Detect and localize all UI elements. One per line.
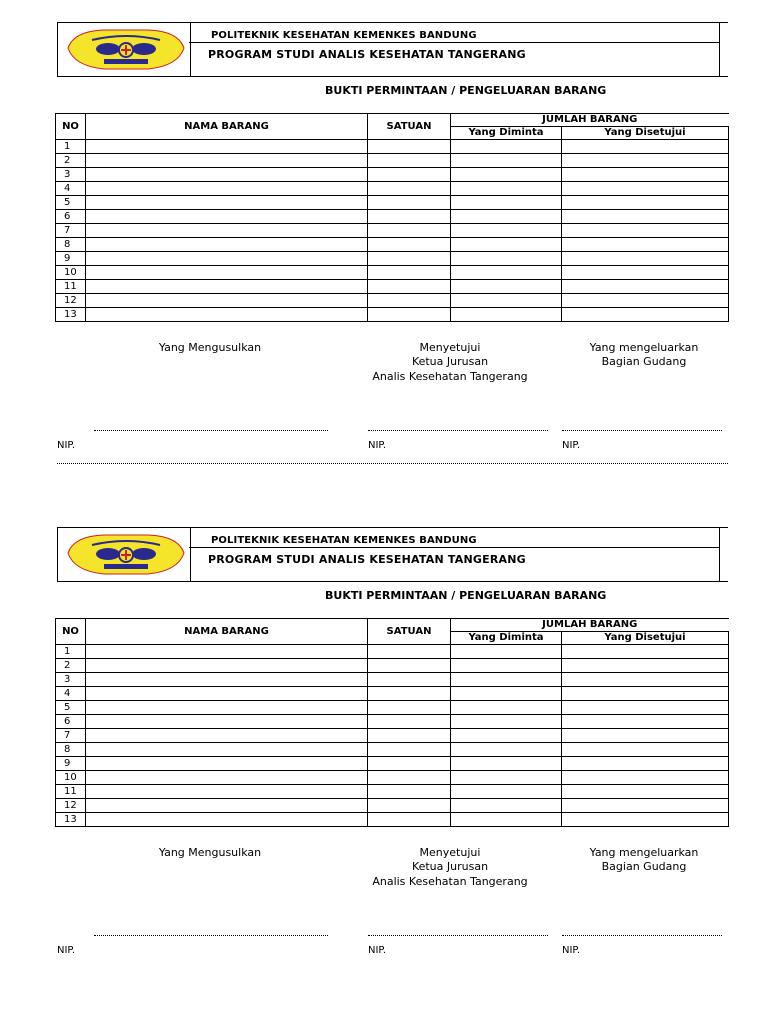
sig-line-left xyxy=(94,935,328,937)
row-cell-dim xyxy=(451,785,562,799)
row-number: 6 xyxy=(56,715,86,729)
table-row xyxy=(56,771,729,785)
row-number: 4 xyxy=(56,687,86,701)
row-cell-dis xyxy=(562,743,729,757)
row-cell-dis xyxy=(562,757,729,771)
row-cell-dis xyxy=(562,771,729,785)
row-cell-nama xyxy=(86,210,368,224)
row-cell-sat xyxy=(368,266,451,280)
row-cell-sat xyxy=(368,210,451,224)
header-yang-disetujui: Yang Disetujui xyxy=(562,127,729,140)
nip-left: NIP. xyxy=(57,440,76,451)
header-satuan: SATUAN xyxy=(368,114,451,140)
sig-right-label-1: Yang mengeluarkan xyxy=(589,846,699,859)
row-number: 1 xyxy=(56,140,86,154)
row-cell-dim xyxy=(451,238,562,252)
row-cell-dis xyxy=(562,238,729,252)
table-row xyxy=(56,210,729,224)
table-row xyxy=(56,266,729,280)
row-cell-sat xyxy=(368,743,451,757)
row-cell-dim xyxy=(451,196,562,210)
header-satuan: SATUAN xyxy=(368,619,451,645)
row-cell-nama xyxy=(86,673,368,687)
row-number: 7 xyxy=(56,729,86,743)
row-number: 3 xyxy=(56,168,86,182)
row-cell-sat xyxy=(368,687,451,701)
row-cell-nama xyxy=(86,785,368,799)
row-cell-nama xyxy=(86,659,368,673)
sig-line-right xyxy=(562,430,722,432)
row-cell-nama xyxy=(86,729,368,743)
row-number: 13 xyxy=(56,813,86,827)
logo-cell xyxy=(60,528,191,581)
row-cell-nama xyxy=(86,224,368,238)
table-row xyxy=(56,715,729,729)
row-cell-dis xyxy=(562,154,729,168)
row-cell-sat xyxy=(368,799,451,813)
table-row xyxy=(56,280,729,294)
header-yang-disetujui: Yang Disetujui xyxy=(562,632,729,645)
row-cell-nama xyxy=(86,715,368,729)
row-cell-dim xyxy=(451,154,562,168)
table-row xyxy=(56,743,729,757)
row-number: 4 xyxy=(56,182,86,196)
row-cell-sat xyxy=(368,757,451,771)
row-number: 8 xyxy=(56,743,86,757)
row-cell-nama xyxy=(86,140,368,154)
row-cell-nama xyxy=(86,154,368,168)
header-yang-diminta: Yang Diminta xyxy=(451,127,562,140)
row-number: 9 xyxy=(56,757,86,771)
row-cell-dim xyxy=(451,701,562,715)
row-cell-nama xyxy=(86,266,368,280)
header-box xyxy=(57,22,728,77)
table-row xyxy=(56,757,729,771)
row-cell-sat xyxy=(368,771,451,785)
row-cell-sat xyxy=(368,140,451,154)
table-row xyxy=(56,294,729,308)
row-number: 1 xyxy=(56,645,86,659)
row-number: 6 xyxy=(56,210,86,224)
nip-right: NIP. xyxy=(562,945,581,956)
row-cell-dim xyxy=(451,673,562,687)
row-cell-dim xyxy=(451,294,562,308)
row-cell-nama xyxy=(86,308,368,322)
row-cell-dim xyxy=(451,210,562,224)
table-row xyxy=(56,196,729,210)
row-cell-nama xyxy=(86,743,368,757)
form-1 xyxy=(0,0,768,500)
header-jumlah-barang: JUMLAH BARANG xyxy=(451,619,729,632)
sig-line-middle xyxy=(368,430,548,432)
row-cell-nama xyxy=(86,813,368,827)
row-cell-dis xyxy=(562,673,729,687)
row-cell-nama xyxy=(86,252,368,266)
row-cell-dim xyxy=(451,308,562,322)
row-cell-dis xyxy=(562,659,729,673)
table-row xyxy=(56,238,729,252)
sig-right-label-2: Bagian Gudang xyxy=(601,860,687,873)
row-cell-dis xyxy=(562,294,729,308)
row-cell-dis xyxy=(562,196,729,210)
row-number: 10 xyxy=(56,266,86,280)
row-cell-dis xyxy=(562,785,729,799)
row-cell-sat xyxy=(368,673,451,687)
row-number: 8 xyxy=(56,238,86,252)
row-number: 12 xyxy=(56,294,86,308)
logo-cell xyxy=(60,23,191,76)
row-cell-dis xyxy=(562,813,729,827)
row-cell-dim xyxy=(451,280,562,294)
table-row xyxy=(56,729,729,743)
row-cell-nama xyxy=(86,771,368,785)
header-no: NO xyxy=(56,619,86,645)
table-row xyxy=(56,813,729,827)
row-cell-dim xyxy=(451,799,562,813)
row-cell-dim xyxy=(451,771,562,785)
sig-left-label: Yang Mengusulkan xyxy=(158,341,262,354)
row-number: 2 xyxy=(56,154,86,168)
sig-line-left xyxy=(94,430,328,432)
row-cell-sat xyxy=(368,294,451,308)
nip-middle: NIP. xyxy=(368,945,387,956)
items-table xyxy=(55,113,729,322)
row-cell-dis xyxy=(562,729,729,743)
row-cell-dis xyxy=(562,266,729,280)
row-cell-dim xyxy=(451,645,562,659)
row-cell-dis xyxy=(562,799,729,813)
table-row xyxy=(56,645,729,659)
row-cell-dis xyxy=(562,252,729,266)
row-number: 13 xyxy=(56,308,86,322)
row-cell-sat xyxy=(368,252,451,266)
table-row xyxy=(56,785,729,799)
row-cell-sat xyxy=(368,238,451,252)
row-cell-dis xyxy=(562,140,729,154)
row-cell-dim xyxy=(451,687,562,701)
institution-logo-icon xyxy=(64,531,188,578)
program-name: PROGRAM STUDI ANALIS KESEHATAN TANGERANG xyxy=(208,553,526,566)
form-2 xyxy=(0,505,768,1005)
header-jumlah-barang: JUMLAH BARANG xyxy=(451,114,729,127)
institution-logo-icon xyxy=(64,26,188,73)
table-row xyxy=(56,659,729,673)
row-cell-dim xyxy=(451,743,562,757)
table-row xyxy=(56,252,729,266)
row-number: 7 xyxy=(56,224,86,238)
items-table xyxy=(55,618,729,827)
table-row xyxy=(56,154,729,168)
row-cell-nama xyxy=(86,701,368,715)
row-cell-sat xyxy=(368,168,451,182)
form-title: BUKTI PERMINTAAN / PENGELUARAN BARANG xyxy=(325,589,607,602)
row-cell-sat xyxy=(368,182,451,196)
row-cell-sat xyxy=(368,813,451,827)
row-cell-nama xyxy=(86,168,368,182)
institution-name: POLITEKNIK KESEHATAN KEMENKES BANDUNG xyxy=(211,535,477,546)
sig-middle-label-3: Analis Kesehatan Tangerang xyxy=(372,370,528,383)
row-cell-nama xyxy=(86,182,368,196)
sig-middle-label-2: Ketua Jurusan xyxy=(411,860,489,873)
row-number: 11 xyxy=(56,280,86,294)
program-name: PROGRAM STUDI ANALIS KESEHATAN TANGERANG xyxy=(208,48,526,61)
table-row xyxy=(56,687,729,701)
header-yang-diminta: Yang Diminta xyxy=(451,632,562,645)
row-cell-dis xyxy=(562,645,729,659)
row-number: 2 xyxy=(56,659,86,673)
nip-right: NIP. xyxy=(562,440,581,451)
sig-right-label-2: Bagian Gudang xyxy=(601,355,687,368)
row-cell-sat xyxy=(368,308,451,322)
row-cell-dim xyxy=(451,813,562,827)
row-number: 9 xyxy=(56,252,86,266)
row-cell-dim xyxy=(451,252,562,266)
row-cell-nama xyxy=(86,757,368,771)
row-number: 3 xyxy=(56,673,86,687)
row-cell-dim xyxy=(451,729,562,743)
sig-left-label: Yang Mengusulkan xyxy=(158,846,262,859)
sig-right-label-1: Yang mengeluarkan xyxy=(589,341,699,354)
nip-left: NIP. xyxy=(57,945,76,956)
table-row xyxy=(56,673,729,687)
row-cell-sat xyxy=(368,196,451,210)
row-number: 10 xyxy=(56,771,86,785)
sig-middle-label-1: Menyetujui xyxy=(419,341,481,354)
row-cell-sat xyxy=(368,280,451,294)
row-cell-dis xyxy=(562,687,729,701)
row-cell-dis xyxy=(562,168,729,182)
row-cell-dim xyxy=(451,757,562,771)
row-cell-dim xyxy=(451,659,562,673)
nip-middle: NIP. xyxy=(368,440,387,451)
row-cell-nama xyxy=(86,280,368,294)
form-title: BUKTI PERMINTAAN / PENGELUARAN BARANG xyxy=(325,84,607,97)
cut-separator xyxy=(57,463,728,464)
header-nama-barang: NAMA BARANG xyxy=(86,114,368,140)
row-cell-dis xyxy=(562,280,729,294)
row-cell-sat xyxy=(368,715,451,729)
row-cell-sat xyxy=(368,659,451,673)
row-cell-dim xyxy=(451,182,562,196)
row-cell-dim xyxy=(451,266,562,280)
row-cell-dis xyxy=(562,210,729,224)
header-box xyxy=(57,527,728,582)
row-cell-dim xyxy=(451,140,562,154)
sig-line-middle xyxy=(368,935,548,937)
sig-middle-label-2: Ketua Jurusan xyxy=(411,355,489,368)
table-row xyxy=(56,182,729,196)
row-cell-sat xyxy=(368,785,451,799)
row-cell-dis xyxy=(562,182,729,196)
row-cell-dis xyxy=(562,308,729,322)
row-cell-sat xyxy=(368,224,451,238)
row-cell-dis xyxy=(562,715,729,729)
header-nama-barang: NAMA BARANG xyxy=(86,619,368,645)
row-number: 11 xyxy=(56,785,86,799)
sig-middle-label-3: Analis Kesehatan Tangerang xyxy=(372,875,528,888)
row-cell-nama xyxy=(86,687,368,701)
table-row xyxy=(56,140,729,154)
row-number: 12 xyxy=(56,799,86,813)
row-cell-nama xyxy=(86,294,368,308)
row-cell-dis xyxy=(562,701,729,715)
row-cell-sat xyxy=(368,729,451,743)
row-cell-dis xyxy=(562,224,729,238)
table-row xyxy=(56,799,729,813)
row-cell-nama xyxy=(86,238,368,252)
sig-line-right xyxy=(562,935,722,937)
row-cell-dim xyxy=(451,715,562,729)
sig-middle-label-1: Menyetujui xyxy=(419,846,481,859)
row-number: 5 xyxy=(56,196,86,210)
row-cell-nama xyxy=(86,799,368,813)
row-cell-sat xyxy=(368,645,451,659)
table-row xyxy=(56,224,729,238)
row-cell-dim xyxy=(451,168,562,182)
row-cell-sat xyxy=(368,154,451,168)
table-row xyxy=(56,701,729,715)
row-cell-nama xyxy=(86,196,368,210)
row-cell-dim xyxy=(451,224,562,238)
table-row xyxy=(56,168,729,182)
row-cell-nama xyxy=(86,645,368,659)
table-row xyxy=(56,308,729,322)
institution-name: POLITEKNIK KESEHATAN KEMENKES BANDUNG xyxy=(211,30,477,41)
row-cell-sat xyxy=(368,701,451,715)
row-number: 5 xyxy=(56,701,86,715)
header-no: NO xyxy=(56,114,86,140)
